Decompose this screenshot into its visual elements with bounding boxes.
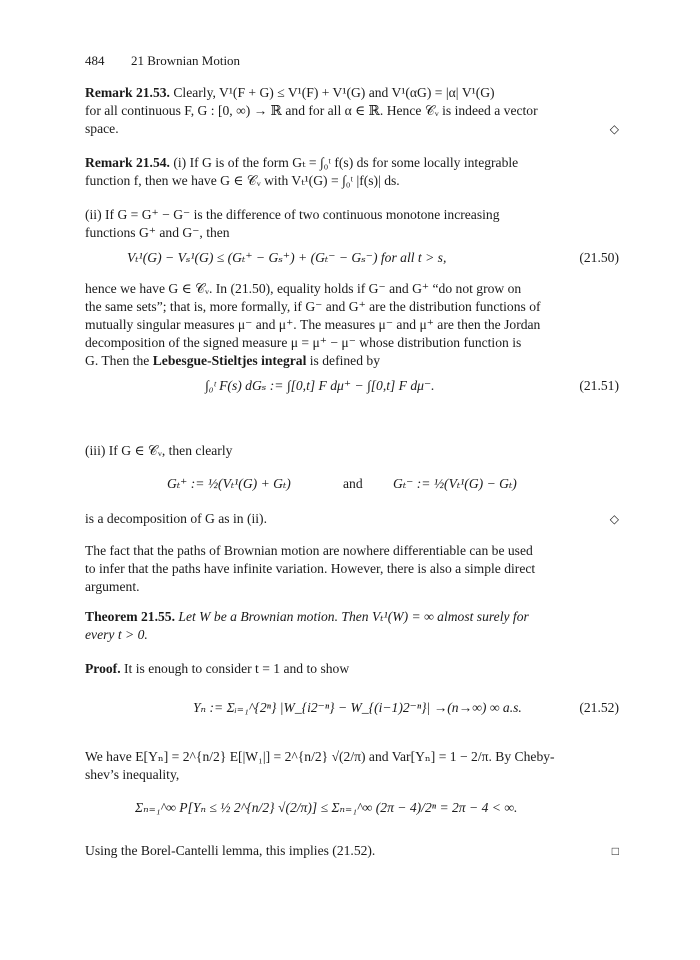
remark-text: (ii) If G = G⁺ − G⁻ is the difference of two continuous monotone increasing xyxy=(85,207,500,222)
proof-label: Proof. xyxy=(85,661,121,676)
theorem-21-55 xyxy=(85,608,619,644)
remark-part-ii xyxy=(85,206,619,242)
remark-paragraph xyxy=(85,280,619,370)
equation-body: ∫₀ᵗ F(s) dGₛ := ∫[0,t] F dμ⁺ − ∫[0,t] F dμ⁻. xyxy=(205,378,435,393)
equation-body: Vₜ¹(G) − Vₛ¹(G) ≤ (Gₜ⁺ − Gₛ⁺) + (Gₜ⁻ − Gₛ⁻) for all t > s, xyxy=(127,250,447,265)
proof-text: We have E[Yₙ] = 2^{n/2} E[|W₁|] = 2^{n/2} √(2/π) and Var[Yₙ] = 1 − 2/π. By Cheby- xyxy=(85,749,555,764)
remark-text: functions G⁺ and G⁻, then xyxy=(85,225,230,240)
equation-body: Yₙ := Σᵢ₌₁^{2ⁿ} |W_{i2⁻ⁿ} − W_{(i−1)2⁻ⁿ}| →(n→∞) ∞ a.s. xyxy=(193,700,522,715)
remark-21-53 xyxy=(85,84,619,138)
remark-text: (iii) If G ∈ 𝒞ᵥ, then clearly xyxy=(85,443,233,458)
equation-right: Gₜ⁻ := ½(Vₜ¹(G) − Gₜ) xyxy=(393,476,517,491)
proof-paragraph xyxy=(85,748,619,784)
remark-text: the same sets”; that is, more formally, if G⁻ and G⁺ are the distribution functions of xyxy=(85,299,541,314)
theorem-text: Let W be a Brownian motion. Then Vₜ¹(W) = ∞ almost surely for xyxy=(178,609,529,624)
theorem-label: Theorem 21.55. xyxy=(85,609,175,624)
chapter-title: 21 Brownian Motion xyxy=(131,53,241,68)
remark-text: G. Then the xyxy=(85,353,153,368)
end-of-remark-diamond-icon: ◇ xyxy=(609,122,619,136)
paragraph-text: The fact that the paths of Brownian motion are nowhere differentiable can be used xyxy=(85,543,533,558)
remark-part-iii-end xyxy=(85,510,619,528)
remark-text: space. xyxy=(85,121,119,136)
remark-text: is defined by xyxy=(306,353,380,368)
equation-number: (21.51) xyxy=(579,378,619,393)
equation-chebyshev xyxy=(85,800,619,840)
paragraph-text: to infer that the paths have infinite variation. However, there is also a simple direct xyxy=(85,561,536,576)
equation-body: Σₙ₌₁^∞ P[Yₙ ≤ ½ 2^{n/2} √(2/π)] ≤ Σₙ₌₁^∞ (2π − 4)/2ⁿ = 2π − 4 < ∞. xyxy=(135,800,518,815)
running-head xyxy=(85,53,619,69)
equation-number: (21.52) xyxy=(579,700,619,715)
remark-text: function f, then we have G ∈ 𝒞ᵥ with Vₜ¹(G) = ∫₀ᵗ |f(s)| ds. xyxy=(85,173,400,188)
proof-text: It is enough to consider t = 1 and to show xyxy=(124,661,350,676)
theorem-text: every t > 0. xyxy=(85,627,148,642)
proof-text: Using the Borel-Cantelli lemma, this implies (21.52). xyxy=(85,843,376,858)
remark-21-54 xyxy=(85,154,619,190)
remark-text: hence we have G ∈ 𝒞ᵥ. In (21.50), equality holds if G⁻ and G⁺ “do not grow on xyxy=(85,281,522,296)
proof-conclusion xyxy=(85,842,619,860)
qed-square-icon: □ xyxy=(611,844,619,858)
body-paragraph xyxy=(85,542,619,596)
equation-21-51 xyxy=(85,378,619,418)
remark-text: Clearly, V¹(F + G) ≤ V¹(F) + V¹(G) and V¹(αG) = |α| V¹(G) xyxy=(173,85,495,100)
equation-21-52 xyxy=(85,700,619,740)
page-number: 484 xyxy=(85,53,105,68)
remark-part-iii xyxy=(85,442,619,460)
remark-text: is a decomposition of G as in (ii). xyxy=(85,511,267,526)
remark-text: for all continuous F, G : [0, ∞) → ℝ and for all α ∈ ℝ. Hence 𝒞ᵥ is indeed a vector xyxy=(85,103,538,118)
equation-left: Gₜ⁺ := ½(Vₜ¹(G) + Gₜ) xyxy=(167,476,291,491)
remark-text: (i) If G is of the form Gₜ = ∫₀ᵗ f(s) ds for some locally integrable xyxy=(173,155,519,170)
paragraph-text: argument. xyxy=(85,579,140,594)
remark-label: Remark 21.53. xyxy=(85,85,170,100)
equation-number: (21.50) xyxy=(579,250,619,265)
end-of-remark-diamond-icon: ◇ xyxy=(609,512,619,526)
proof xyxy=(85,660,619,678)
defined-term: Lebesgue-Stieltjes integral xyxy=(152,353,307,368)
remark-text: decomposition of the signed measure μ = μ⁺ − μ⁻ whose distribution function is xyxy=(85,335,522,350)
remark-label: Remark 21.54. xyxy=(85,155,170,170)
proof-text: shev’s inequality, xyxy=(85,767,180,782)
remark-text: mutually singular measures μ⁻ and μ⁺. The measures μ⁻ and μ⁺ are then the Jordan xyxy=(85,317,541,332)
equation-and: and xyxy=(343,476,363,491)
